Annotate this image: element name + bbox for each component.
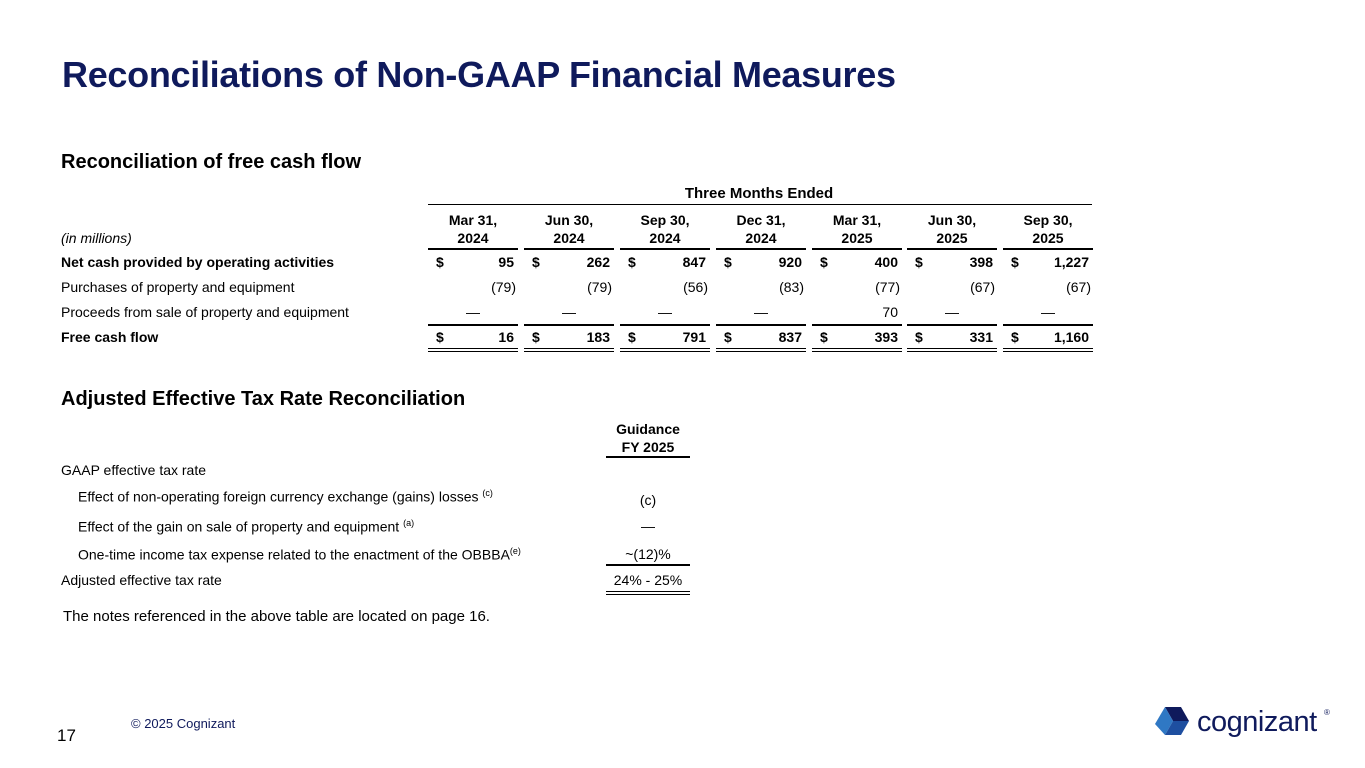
column-header-line1: Mar 31, <box>448 212 498 228</box>
cognizant-mark-icon <box>1155 707 1195 741</box>
column-header-line2: 2025 <box>1032 230 1064 246</box>
total-rule-bottom <box>812 351 902 352</box>
page-number: 17 <box>57 726 76 745</box>
tax-row-label: Adjusted effective tax rate <box>61 572 222 588</box>
column-header-line1: Jun 30, <box>544 212 594 228</box>
tax-col-header-line1: Guidance <box>616 421 680 437</box>
total-rule-top <box>1003 348 1093 349</box>
group-header: Three Months Ended <box>684 185 834 202</box>
total-rule-bottom <box>428 351 518 352</box>
currency-symbol: $ <box>628 254 636 270</box>
total-rule-top <box>812 348 902 349</box>
tax-row-label: GAAP effective tax rate <box>61 462 207 478</box>
table-cell: — <box>562 304 576 320</box>
copyright: © 2025 Cognizant <box>131 716 236 731</box>
column-header-line1: Sep 30, <box>640 212 690 228</box>
cognizant-logo <box>1155 706 1335 742</box>
currency-symbol: $ <box>436 254 444 270</box>
row-label: Purchases of property and equipment <box>61 279 295 295</box>
column-header <box>620 211 710 247</box>
subtotal-rule <box>428 324 518 326</box>
fcf-heading: Reconciliation of free cash flow <box>61 151 362 173</box>
tax-header-rule <box>606 456 690 458</box>
table-cell: 920 <box>778 254 802 270</box>
table-cell: 1,227 <box>1053 254 1089 270</box>
subtotal-rule <box>907 324 997 326</box>
table-cell: 331 <box>969 329 993 345</box>
tax-row-value: 24% - 25% <box>613 572 683 588</box>
row-label: Proceeds from sale of property and equipment <box>61 304 349 320</box>
column-header-rule <box>1003 248 1093 250</box>
column-header-line2: 2024 <box>745 230 777 246</box>
tax-footnote: The notes referenced in the above table are located on page 16. <box>63 608 490 625</box>
table-cell: 262 <box>586 254 610 270</box>
subtotal-rule <box>812 324 902 326</box>
total-rule-bottom <box>907 351 997 352</box>
column-header-rule <box>812 248 902 250</box>
page-title: Reconciliations of Non-GAAP Financial Measures <box>62 54 896 95</box>
currency-symbol: $ <box>820 329 828 345</box>
table-cell: 837 <box>778 329 802 345</box>
table-cell: (79) <box>587 279 612 295</box>
table-cell: (67) <box>970 279 995 295</box>
column-header-line2: 2024 <box>649 230 681 246</box>
column-header-rule <box>620 248 710 250</box>
table-cell: — <box>466 304 480 320</box>
column-header-line2: 2024 <box>457 230 489 246</box>
tax-double-rule-bottom <box>606 594 690 595</box>
column-header-rule <box>716 248 806 250</box>
row-label: Net cash provided by operating activities <box>61 254 335 270</box>
total-rule-bottom <box>1003 351 1093 352</box>
subtotal-rule <box>716 324 806 326</box>
total-rule-top <box>620 348 710 349</box>
column-header <box>428 211 518 247</box>
column-header <box>716 211 806 247</box>
total-rule-top <box>524 348 614 349</box>
currency-symbol: $ <box>628 329 636 345</box>
table-cell: — <box>1041 304 1055 320</box>
column-header-rule <box>524 248 614 250</box>
currency-symbol: $ <box>436 329 444 345</box>
currency-symbol: $ <box>1011 329 1019 345</box>
column-header-line1: Mar 31, <box>832 212 882 228</box>
tax-row-value: — <box>641 518 655 534</box>
table-cell: (79) <box>491 279 516 295</box>
tax-row-label: Effect of non-operating foreign currency exchange (gains) losses $^{(c)}$ <box>78 488 493 505</box>
column-header <box>907 211 997 247</box>
table-cell: 95 <box>498 254 514 270</box>
tax-row-value: (c) <box>639 492 657 508</box>
total-rule-top <box>907 348 997 349</box>
tax-row-value: ~(12)% <box>625 546 671 562</box>
registered-mark: ® <box>1324 708 1330 717</box>
tax-row-label: One-time income tax expense related to the enactment of the OBBBA$^{(e)}$ <box>78 546 521 563</box>
row-label: Free cash flow <box>61 329 159 345</box>
column-header-rule <box>907 248 997 250</box>
currency-symbol: $ <box>724 254 732 270</box>
column-header-line2: 2024 <box>553 230 585 246</box>
table-cell: 393 <box>874 329 898 345</box>
table-cell: 183 <box>586 329 610 345</box>
currency-symbol: $ <box>1011 254 1019 270</box>
table-cell: 398 <box>969 254 993 270</box>
tax-sum-rule <box>606 564 690 566</box>
units-label: (in millions) <box>61 230 132 246</box>
group-rule <box>428 204 1092 205</box>
column-header-line1: Dec 31, <box>736 212 786 228</box>
currency-symbol: $ <box>820 254 828 270</box>
table-cell: (77) <box>875 279 900 295</box>
table-cell: — <box>754 304 768 320</box>
total-rule-bottom <box>716 351 806 352</box>
currency-symbol: $ <box>915 329 923 345</box>
subtotal-rule <box>620 324 710 326</box>
total-rule-top <box>716 348 806 349</box>
column-header <box>812 211 902 247</box>
table-cell: 791 <box>682 329 706 345</box>
table-cell: 400 <box>874 254 898 270</box>
table-cell: (83) <box>779 279 804 295</box>
column-header-line2: 2025 <box>841 230 873 246</box>
tax-row-label: Effect of the gain on sale of property and equipment $^{(a)}$ <box>78 518 415 535</box>
table-cell: 1,160 <box>1053 329 1089 345</box>
tax-col-header <box>606 420 690 456</box>
total-rule-top <box>428 348 518 349</box>
table-cell: — <box>658 304 672 320</box>
column-header-rule <box>428 248 518 250</box>
table-cell: — <box>945 304 959 320</box>
table-cell: 70 <box>882 304 898 320</box>
currency-symbol: $ <box>915 254 923 270</box>
tax-col-header-line2: FY 2025 <box>621 439 675 455</box>
table-cell: (67) <box>1066 279 1091 295</box>
column-header-line1: Sep 30, <box>1023 212 1073 228</box>
table-cell: (56) <box>683 279 708 295</box>
table-cell: 16 <box>498 329 514 345</box>
column-header-line1: Jun 30, <box>927 212 977 228</box>
subtotal-rule <box>524 324 614 326</box>
column-header-line2: 2025 <box>936 230 968 246</box>
total-rule-bottom <box>524 351 614 352</box>
currency-symbol: $ <box>724 329 732 345</box>
subtotal-rule <box>1003 324 1093 326</box>
table-cell: 847 <box>682 254 706 270</box>
tax-heading: Adjusted Effective Tax Rate Reconciliation <box>61 388 466 410</box>
brand-name: cognizant <box>1197 706 1317 738</box>
currency-symbol: $ <box>532 254 540 270</box>
column-header <box>1003 211 1093 247</box>
currency-symbol: $ <box>532 329 540 345</box>
total-rule-bottom <box>620 351 710 352</box>
tax-double-rule-top <box>606 591 690 592</box>
column-header <box>524 211 614 247</box>
